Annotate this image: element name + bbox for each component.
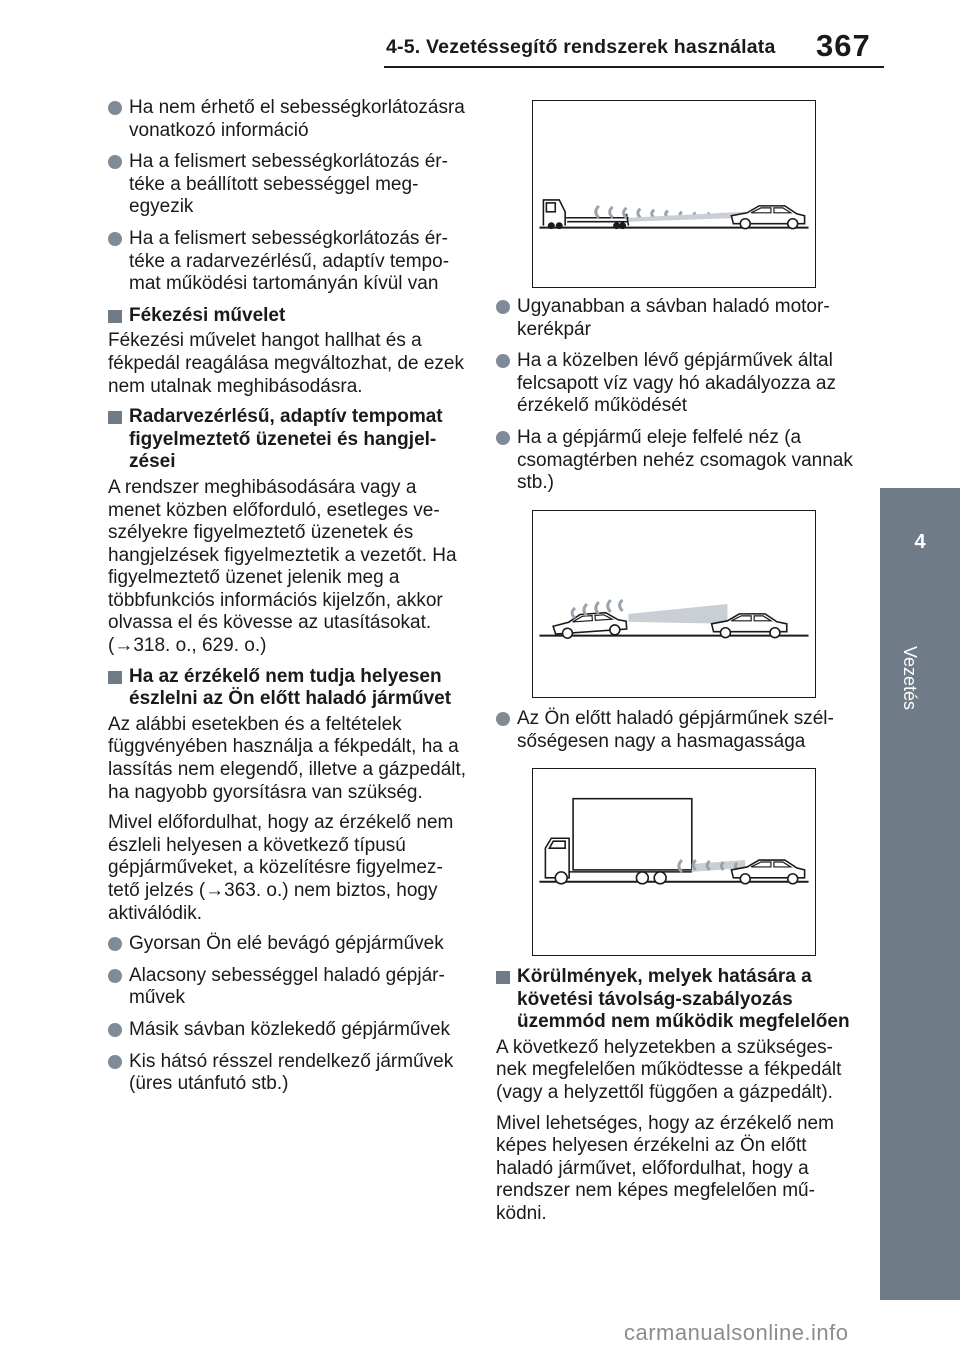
- list-item: Ha a felismert sebességkorlátozás értéke a beállított sebességgel megegyezik: [108, 151, 468, 219]
- conditions-heading: Körülmények, melyek hatására a követési távolság-szabályozás üzemmód nem működik megfelelően: [496, 966, 856, 1034]
- list-item: Gyorsan Ön elé bevágó gépjárművek: [108, 933, 468, 956]
- list-item: Másik sávban közlekedő gépjárművek: [108, 1019, 468, 1042]
- conditions-text-2: Mivel lehetséges, hogy az érzékelő nem képes helyesen érzékelni az Ön előtt haladó járművet, előfordulhat, hogy a rendszer nem képes megfelelően működni.: [496, 1112, 834, 1224]
- detection-text-2: Mivel előfordulhat, hogy az érzékelő nem észleli helyesen a következő típusú gépjárműveket, a közelítésre figyelmeztető jelzés (→363. o.) nem biztos, hogy aktiválódik.: [108, 812, 454, 924]
- conditions-text-1: A következő helyzetekben a szükségesnek megfelelően működtesse a fékpedált (vagy a helyzettől függően a gázpedált).: [496, 1036, 842, 1103]
- list-item: Ha a gépjármű eleje felfelé néz (a csomagtérben nehéz csomagok vannak stb.): [496, 427, 856, 495]
- figure-pitched-car: [532, 510, 816, 698]
- high-clearance-truck-radar-icon: [533, 769, 815, 955]
- detection-text-1: Az alábbi esetekben és a feltételek függvényében használja a fékpedált, ha a lassítás nem elegendő, illetve a gázpedált, ha nagyobb gyorsításra van szükség.: [108, 713, 467, 803]
- braking-text: Fékezési művelet hangot hallhat és a fékpedál reagálása megváltozhat, de ezek nem utalnak meghibásodásra.: [108, 330, 464, 397]
- header-divider: [384, 66, 884, 68]
- chapter-tab[interactable]: [880, 488, 960, 596]
- figure-empty-trailer: [532, 100, 816, 288]
- chapter-side-bar: [880, 596, 960, 1300]
- header-title: 4-5. Vezetéssegítő rendszerek használata: [386, 36, 776, 58]
- right-column-bottom: [496, 966, 856, 1234]
- braking-heading: Fékezési művelet: [108, 305, 468, 328]
- left-column: [108, 97, 468, 1105]
- list-item: Ugyanabban a sávban haladó motorkerékpár: [496, 296, 856, 341]
- watermark: carmanualsonline.info: [624, 1320, 849, 1345]
- right-column-mid: [496, 708, 856, 762]
- list-item: Ha a felismert sebességkorlátozás értéke a radarvezérlésű, adaptív tempomat működési tartományán kívül van: [108, 228, 468, 296]
- warnings-heading: Radarvezérlésű, adaptív tempomat figyelmeztető üzenetei és hangjelzései: [108, 406, 468, 474]
- page-number: 367: [816, 28, 871, 63]
- list-item: Az Ön előtt haladó gépjárműnek szélsőségesen nagy a hasmagassága: [496, 708, 856, 753]
- empty-trailer-radar-icon: [533, 101, 815, 287]
- list-item: Alacsony sebességgel haladó gépjárművek: [108, 965, 468, 1010]
- chapter-label: Vezetés: [900, 646, 920, 711]
- detection-heading: Ha az érzékelő nem tudja helyesen észlelni az Ön előtt haladó járművet: [108, 666, 468, 711]
- figure-high-truck: [532, 768, 816, 956]
- warnings-text: A rendszer meghibásodására vagy a menet közben előforduló, esetleges veszélyekre figyelmeztető üzenetek és hangjelzések figyelmeztetik a vezetőt. Ha figyelmeztető üzenet jelenik meg a többfunkciós információs kijelzőn, akkor olvassa el és kövesse az utasításokat. (→318. o., 629. o.): [108, 476, 457, 657]
- car-pitched-up-radar-icon: [533, 511, 815, 697]
- chapter-number: 4: [914, 530, 926, 553]
- list-item: Ha nem érhető el sebességkorlátozásra vonatkozó információ: [108, 97, 468, 142]
- right-column: [496, 296, 856, 504]
- list-item: Ha a közelben lévő gépjárművek által felcsapott víz vagy hó akadályozza az érzékelő működését: [496, 350, 856, 418]
- list-item: Kis hátsó résszel rendelkező járművek (üres utánfutó stb.): [108, 1051, 468, 1096]
